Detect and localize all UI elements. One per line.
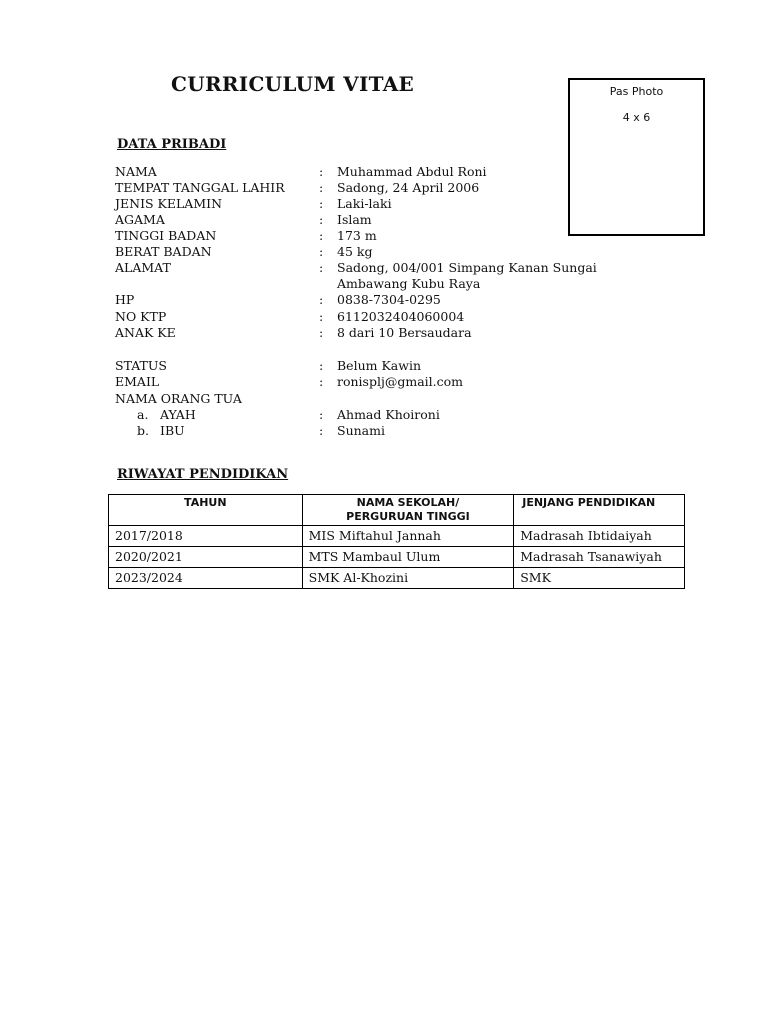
field-label: BERAT BADAN: [115, 244, 212, 259]
field-label: NO KTP: [115, 309, 167, 324]
table-cell: SMK Al-Khozini: [302, 568, 514, 589]
table-cell: SMK: [514, 568, 685, 589]
field-colon: :: [319, 358, 324, 373]
field-colon: :: [319, 325, 324, 340]
field-colon: :: [319, 407, 324, 422]
column-header-tahun: TAHUN: [109, 495, 303, 526]
field-label: TEMPAT TANGGAL LAHIR: [115, 180, 285, 195]
field-value: 0838-7304-0295: [337, 292, 441, 307]
field-value: ronisplj@gmail.com: [337, 374, 463, 389]
field-value: Sadong, 24 April 2006: [337, 180, 480, 195]
field-value: Laki-laki: [337, 196, 392, 211]
field-value: Islam: [337, 212, 372, 227]
field-label: TINGGI BADAN: [115, 228, 217, 243]
table-cell: MTS Mambaul Ulum: [302, 547, 514, 568]
field-label: EMAIL: [115, 374, 160, 389]
field-value: 8 dari 10 Bersaudara: [337, 325, 472, 340]
field-colon: :: [319, 423, 324, 438]
field-value: 45 kg: [337, 244, 373, 259]
field-label: STATUS: [115, 358, 167, 373]
personal-data-heading: DATA PRIBADI: [117, 137, 227, 152]
field-label: NAMA ORANG TUA: [115, 391, 242, 406]
list-marker: b.: [137, 423, 149, 438]
field-value: 173 m: [337, 228, 377, 243]
photo-size: 4 x 6: [622, 111, 651, 124]
field-colon: :: [319, 228, 324, 243]
photo-placeholder: [568, 78, 705, 236]
column-header-jenjang: JENJANG PENDIDIKAN: [514, 495, 685, 526]
field-value-continued: Ambawang Kubu Raya: [337, 276, 481, 291]
field-value: Muhammad Abdul Roni: [337, 164, 487, 179]
field-value: Belum Kawin: [337, 358, 421, 373]
list-marker: a.: [137, 407, 149, 422]
field-colon: :: [319, 374, 324, 389]
field-colon: :: [319, 180, 324, 195]
field-colon: :: [319, 244, 324, 259]
education-heading: RIWAYAT PENDIDIKAN: [117, 467, 289, 482]
field-colon: :: [319, 260, 324, 275]
field-label: AYAH: [160, 407, 196, 422]
field-label: IBU: [160, 423, 185, 438]
table-cell: Madrasah Tsanawiyah: [514, 547, 685, 568]
field-label: AGAMA: [115, 212, 165, 227]
education-table: [108, 494, 685, 589]
table-cell: 2020/2021: [109, 547, 303, 568]
table-cell: 2023/2024: [109, 568, 303, 589]
table-cell: Madrasah Ibtidaiyah: [514, 526, 685, 547]
field-label: ALAMAT: [115, 260, 171, 275]
field-colon: :: [319, 212, 324, 227]
field-value: 6112032404060004: [337, 309, 465, 324]
field-colon: :: [319, 164, 324, 179]
field-colon: :: [319, 292, 324, 307]
field-value: Ahmad Khoironi: [337, 407, 440, 422]
field-value: Sunami: [337, 423, 385, 438]
table-row: [109, 526, 685, 547]
header-line: NAMA SEKOLAH/: [356, 496, 460, 509]
field-colon: :: [319, 309, 324, 324]
photo-label: Pas Photo: [609, 85, 664, 98]
table-row: [109, 568, 685, 589]
field-label: NAMA: [115, 164, 157, 179]
column-header-nama-sekolah: [302, 495, 514, 526]
field-value: Sadong, 004/001 Simpang Kanan Sungai: [337, 260, 597, 275]
field-label: JENIS KELAMIN: [115, 196, 223, 211]
table-row: [109, 547, 685, 568]
field-colon: :: [319, 196, 324, 211]
document-title: CURRICULUM VITAE: [171, 72, 415, 96]
table-header-row: [109, 495, 685, 526]
field-label: HP: [115, 292, 135, 307]
field-label: ANAK KE: [115, 325, 176, 340]
table-cell: 2017/2018: [109, 526, 303, 547]
header-line: PERGURUAN TINGGI: [346, 510, 470, 523]
table-cell: MIS Miftahul Jannah: [302, 526, 514, 547]
